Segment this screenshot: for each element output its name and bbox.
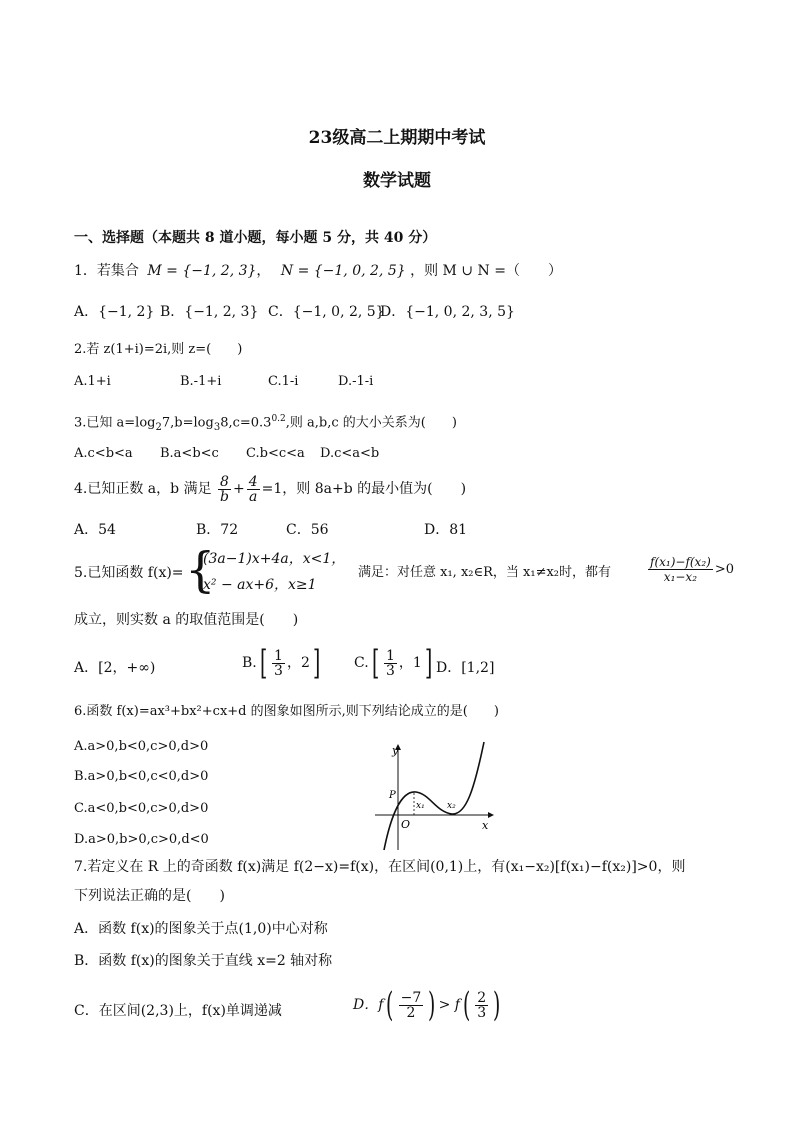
origin-label: O	[401, 818, 411, 831]
question-3	[74, 410, 457, 437]
exam-subtitle: 数学试题	[363, 171, 431, 191]
q4-option-c: C．56	[286, 522, 329, 538]
q7-stem-line-1: 7.若定义在 R 上的奇函数 f(x)满足 f(2−x)=f(x)，在区间(0,1)上，有(x₁−x₂)[f(x₁)−f(x₂)]>0，则	[74, 859, 686, 875]
q6-option-a: A.a>0,b<0,c>0,d>0	[74, 739, 209, 754]
q3-option-c: C.b<c<a	[246, 446, 305, 461]
q1-option-d: D．{−1, 0, 2, 3, 5}	[380, 304, 515, 320]
q7-option-b: B．函数 f(x)的图象关于直线 x=2 轴对称	[74, 953, 333, 969]
q4-option-b: B．72	[196, 522, 239, 538]
section-heading: 一、选择题（本题共 8 道小题，每小题 5 分，共 40 分）	[74, 230, 437, 246]
x-axis-label: x	[482, 819, 489, 832]
q1-option-c: C．{−1, 0, 2, 5}	[268, 304, 385, 320]
q3-a-arg: 7,b=log	[161, 415, 214, 431]
x1-label: x₁	[416, 801, 425, 811]
q5-line-2: 成立，则实数 a 的取值范围是( )	[74, 612, 299, 628]
q3-option-b: B.a<b<c	[160, 446, 219, 461]
q5-piece-1: (3a−1)x+4a，x<1，	[203, 551, 346, 567]
q5-frac-num: f(x₁)−f(x₂)	[650, 555, 711, 569]
q3-a-base: 2	[155, 421, 162, 433]
q3-option-d: D.c<a<b	[320, 446, 380, 461]
q2-option-b: B.-1+i	[180, 374, 222, 389]
q2-option-c: C.1-i	[268, 374, 299, 389]
q3-b-base: 3	[213, 421, 221, 433]
point-p-label: P	[389, 790, 396, 801]
q5-condition: 满足：对任意 x₁, x₂∈R，当 x₁≠x₂时，都有	[358, 565, 612, 580]
question-1: 1．若集合 M = {−1, 2, 3}， N = {−1, 0, 2, 5} ，则 M ∪ N =（ ）	[74, 263, 562, 279]
x2-label: x₂	[447, 801, 456, 811]
q5-option-c: C. [ $\frac{1}{3}$ ， 1 ]	[354, 643, 433, 683]
q3-c-exp: 0.2	[271, 414, 286, 424]
cubic-function-graph	[370, 740, 495, 852]
q1-set-n: N = {−1, 0, 2, 5}	[280, 263, 406, 279]
q4-fraction-1: $\frac{8}{b}$	[220, 473, 229, 505]
q6-option-d: D.a>0,b>0,c>0,d<0	[74, 832, 209, 847]
q3-option-a: A.c<b<a	[74, 446, 133, 461]
q4-stem-end: =1，则 8a+b 的最小值为( )	[261, 481, 467, 497]
question-4	[74, 474, 466, 504]
q4-option-a: A．54	[74, 522, 116, 538]
q5-stem-a: 5.已知函数 f(x)=	[74, 565, 184, 581]
q5-fraction	[646, 555, 734, 584]
q7-stem-line-2: 下列说法正确的是( )	[74, 888, 225, 904]
q3-stem-a: 3.已知 a=log	[74, 415, 156, 431]
q4-option-d: D．81	[424, 522, 468, 538]
q4-stem-a: 4.已知正数 a，b 满足	[74, 481, 212, 497]
q1-ask: ，则 M ∪ N =（ ）	[410, 263, 562, 279]
q1-set-m: M = {−1, 2, 3}	[147, 263, 257, 279]
q7-option-c: C．在区间(2,3)上，f(x)单调递减	[74, 1003, 282, 1019]
q3-stem-end: ,则 a,b,c 的大小关系为( )	[285, 415, 457, 431]
q6-option-b: B.a>0,b<0,c<0,d>0	[74, 769, 209, 784]
q5-frac-den: x₁−x₂	[663, 570, 698, 584]
q1-stem: 1．若集合	[74, 263, 139, 279]
q5-piece-2: x² − ax+6，x≥1	[203, 577, 317, 593]
q1-option-b: B．{−1, 2, 3}	[160, 304, 259, 320]
q5-gt: >0	[714, 562, 734, 577]
q4-fraction-2: $\frac{4}{a}$	[248, 473, 258, 505]
question-6: 6.函数 f(x)=ax³+bx²+cx+d 的图象如图所示,则下列结论成立的是( )	[74, 704, 499, 719]
q5-option-d: D．[1,2]	[436, 660, 495, 676]
x-axis-arrow	[488, 812, 494, 818]
q2-option-d: D.-1-i	[338, 374, 374, 389]
y-axis-label: y	[392, 744, 399, 757]
q2-option-a: A.1+i	[74, 374, 111, 389]
q6-option-c: C.a<0,b<0,c>0,d>0	[74, 801, 209, 816]
q3-b-arg: 8,c=0.3	[220, 415, 272, 431]
q5-piecewise-brace: {	[185, 542, 216, 598]
q5-option-a: A．[2，+∞)	[74, 660, 156, 676]
question-2: 2.若 z(1+i)=2i,则 z=( )	[74, 342, 243, 357]
cubic-curve	[384, 742, 484, 850]
exam-title: 23级高二上期期中考试	[308, 128, 486, 148]
q7-option-a: A．函数 f(x)的图象关于点(1,0)中心对称	[74, 921, 328, 937]
q4-plus: +	[233, 481, 245, 497]
q5-option-b: B. [ $\frac{1}{3}$ ， 2 ]	[242, 643, 321, 683]
q7-option-d: D．f ( $\frac{-7}{2}$ ) > f ( $\frac{2}{3}$ )	[353, 985, 501, 1025]
q1-option-a: A．{−1, 2}	[74, 304, 155, 320]
